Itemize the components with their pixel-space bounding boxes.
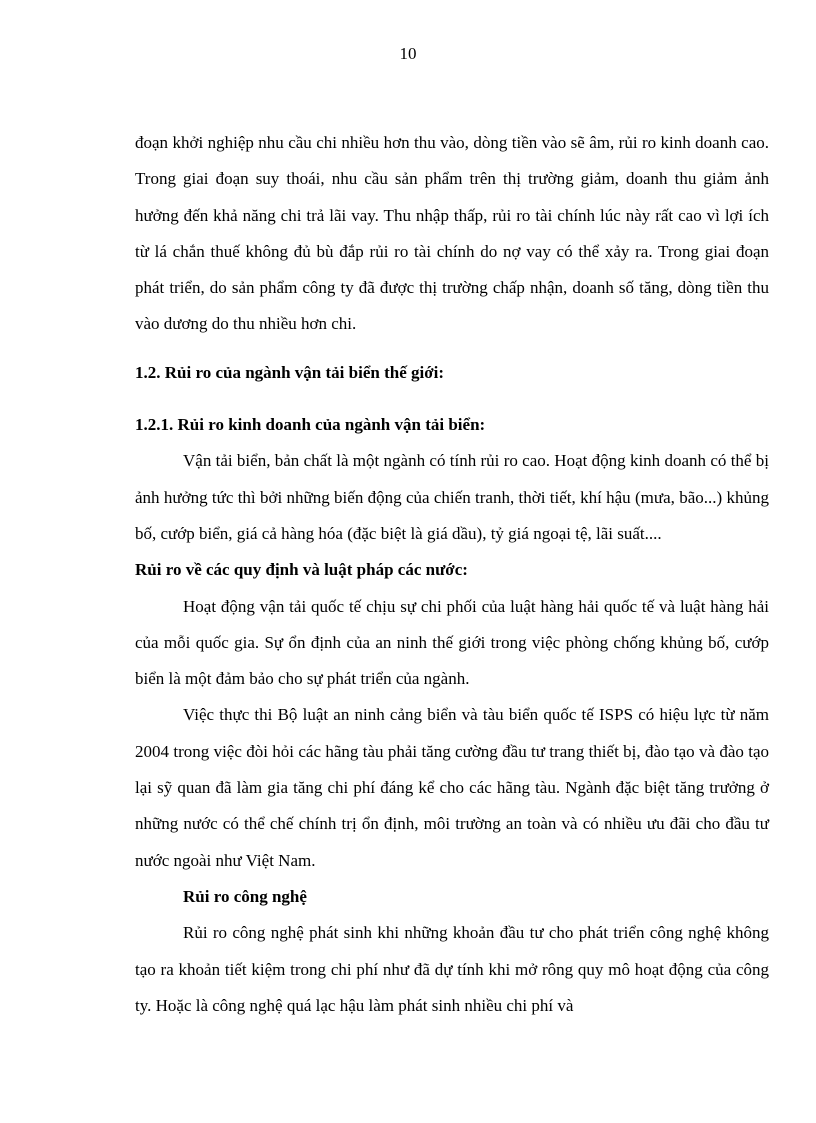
heading-technology-risk: Rủi ro công nghệ <box>183 886 307 906</box>
paragraph-technology-risk: Rủi ro công nghệ phát sinh khi những khoản đầu tư cho phát triển công nghệ không tạo ra khoản tiết kiệm trong chi phí như đã dự tính khi mở rông quy mô hoạt động của công ty. Hoặc là công nghệ quá lạc hậu làm phát sinh nhiều chi phí và <box>135 923 769 1015</box>
page-content <box>135 125 769 1024</box>
heading-regulation-risk: Rủi ro về các quy định và luật pháp các nước: <box>135 560 468 580</box>
paragraph-international-law: Hoạt động vận tải quốc tế chịu sự chi phối của luật hàng hải quốc tế và luật hàng hải của mỗi quốc gia. Sự ổn định của an ninh thế giới trong việc phòng chống khủng bố, cướp biển là một đảm bảo cho sự phát triển của ngành. <box>135 596 769 689</box>
paragraph-continuation: đoạn khởi nghiệp nhu cầu chi nhiều hơn thu vào, dòng tiền vào sẽ âm, rủi ro kinh doanh cao. Trong giai đoạn suy thoái, nhu cầu sản phẩm trên thị trường giảm, doanh thu giảm ảnh hưởng đến khả năng chi trả lãi vay. Thu nhập thấp, rủi ro tài chính lúc này rất cao vì lợi ích từ lá chắn thuế không đủ bù đắp rủi ro tài chính do nợ vay có thể xảy ra. Trong giai đoạn phát triển, do sản phẩm công ty đã được thị trường chấp nhận, doanh số tăng, dòng tiền thu vào dương do thu nhiều hơn chi. <box>135 133 769 334</box>
heading-section-1-2-1: 1.2.1. Rủi ro kinh doanh của ngành vận tải biển: <box>135 415 486 435</box>
paragraph-business-risk: Vận tải biển, bản chất là một ngành có tính rủi ro cao. Hoạt động kinh doanh có thể bị ảnh hưởng tức thì bởi những biến động của chiến tranh, thời tiết, khí hậu (mưa, bão...) khủng bố, cướp biển, giá cả hàng hóa (đặc biệt là giá dầu), tỷ giá ngoại tệ, lãi suất.... <box>135 451 769 543</box>
heading-section-1-2: 1.2. Rủi ro của ngành vận tải biển thế giới: <box>135 362 445 382</box>
paragraph-isps-code: Việc thực thi Bộ luật an ninh cảng biển và tàu biển quốc tế ISPS có hiệu lực từ năm 2004 trong việc đòi hỏi các hãng tàu phải tăng cường đầu tư trang thiết bị, đào tạo và đào tạo lại sỹ quan đã làm gia tăng chi phí đáng kể cho các hãng tàu. Ngành đặc biệt tăng trưởng ở những nước có thể chế chính trị ổn định, môi trường an toàn và có nhiều ưu đãi cho đầu tư nước ngoài như Việt Nam. <box>135 705 769 870</box>
page-number: 10 <box>399 44 417 63</box>
